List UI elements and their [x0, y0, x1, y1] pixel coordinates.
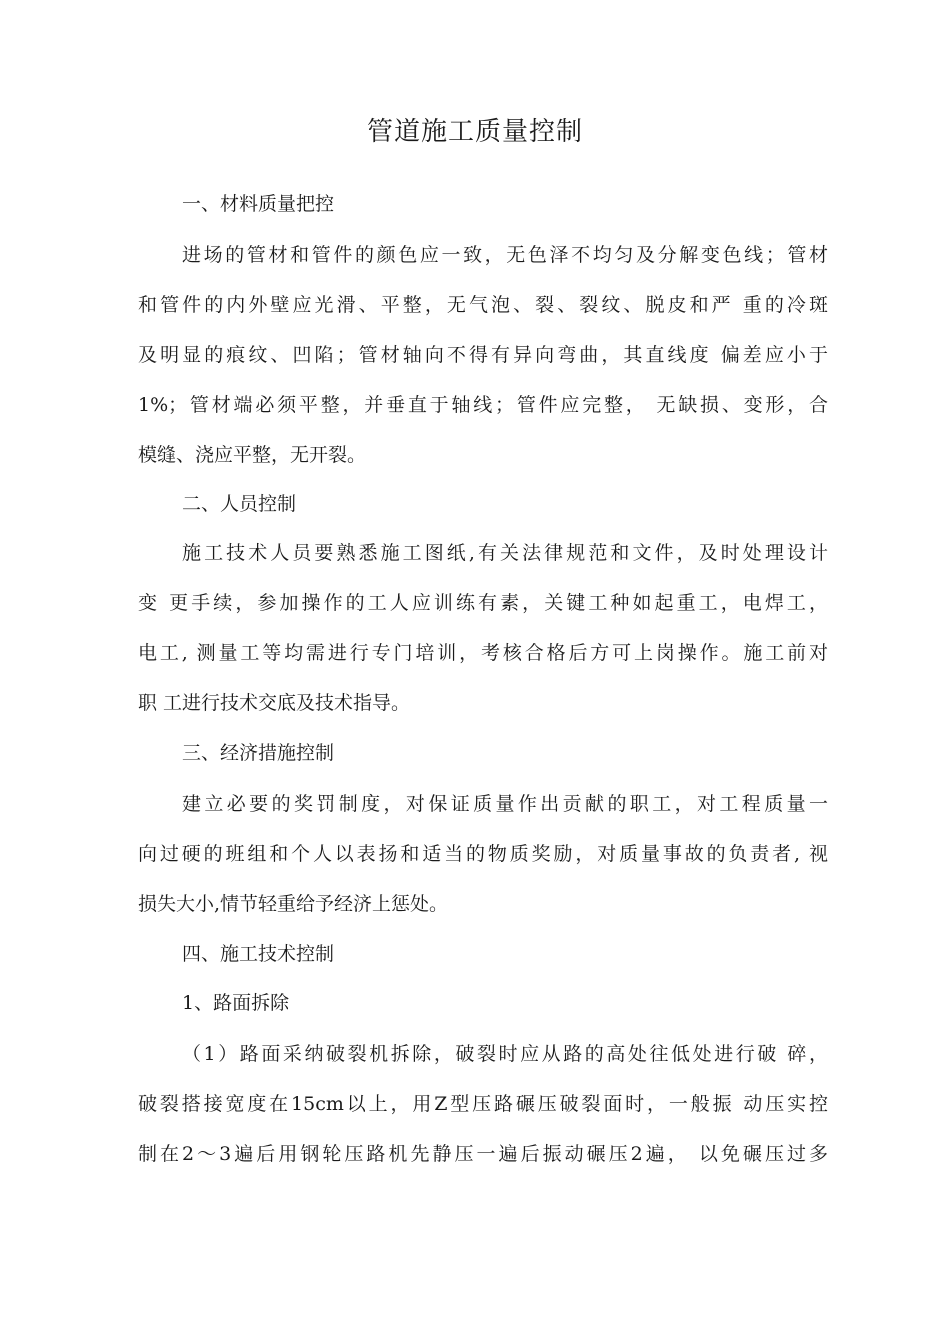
paragraph-line: 及明显的痕纹、凹陷；管材轴向不得有异向弯曲，其直线度 偏差应小于	[138, 344, 828, 366]
paragraph-line: （1）路面采纳破裂机拆除，破裂时应从路的高处往低处进行破 碎，	[182, 1043, 828, 1065]
section-heading-personnel: 二、人员控制	[182, 493, 297, 515]
paragraph-line: 破裂搭接宽度在15cm以上，用Z型压路碾压破裂面时，一般振 动压实控	[138, 1093, 828, 1115]
paragraph-line: 建立必要的奖罚制度，对保证质量作出贡献的职工，对工程质量一	[182, 793, 828, 815]
paragraph-line: 模缝、浇应平整，无开裂。	[138, 444, 367, 466]
section-heading-technical: 四、施工技术控制	[182, 943, 335, 965]
document-title: 管道施工质量控制	[366, 117, 583, 147]
paragraph-line: 制在2〜3遍后用钢轮压路机先静压一遍后振动碾压2遍， 以免碾压过多	[138, 1143, 828, 1165]
paragraph-line: 电工, 测量工等均需进行专门培训，考核合格后方可上岗操作。施工前对	[138, 642, 828, 664]
paragraph-line: 向过硬的班组和个人以表扬和适当的物质奖励，对质量事故的负责者, 视	[138, 843, 828, 865]
section-heading-economic: 三、经济措施控制	[182, 742, 335, 764]
paragraph-line: 1%；管材端必须平整，并垂直于轴线；管件应完整， 无缺损、变形，合	[138, 394, 828, 416]
paragraph-line: 损失大小,情节轻重给予经济上惩处。	[138, 893, 449, 915]
paragraph-line: 施工技术人员要熟悉施工图纸,有关法律规范和文件，及时处理设计	[182, 542, 828, 564]
subsection-heading-road-removal: 1、路面拆除	[182, 992, 290, 1014]
paragraph-line: 变 更手续，参加操作的工人应训练有素，关键工种如起重工，电焊工，	[138, 592, 828, 614]
paragraph-line: 进场的管材和管件的颜色应一致，无色泽不均匀及分解变色线；管材	[182, 244, 828, 266]
paragraph-line: 职 工进行技术交底及技术指导。	[138, 692, 411, 714]
paragraph-line: 和管件的内外壁应光滑、平整，无气泡、裂、裂纹、脱皮和严 重的冷斑	[138, 294, 828, 316]
section-heading-materials: 一、材料质量把控	[182, 193, 335, 215]
